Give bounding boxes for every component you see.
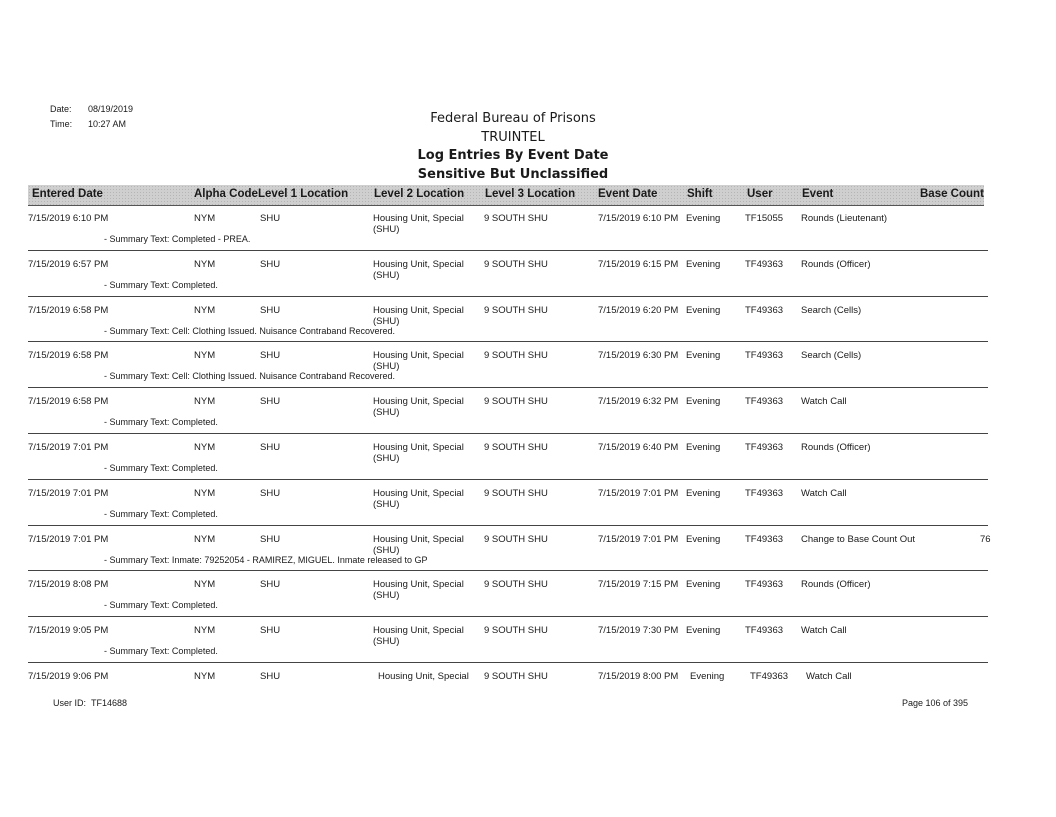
entered-date: 7/15/2019 6:58 PM — [28, 396, 109, 408]
user: TF49363 — [745, 258, 784, 270]
level1-location: SHU — [260, 213, 281, 224]
user: TF49363 — [745, 396, 784, 408]
user: TF49363 — [750, 670, 789, 682]
log-entry — [28, 663, 988, 691]
alpha-code: NYM — [194, 533, 216, 545]
level2-location: Housing Unit, Special (SHU) — [373, 579, 464, 602]
summary-text: - Summary Text: Inmate: 79252054 - RAMIREZ, MIGUEL. Inmate released to GP — [104, 554, 428, 565]
title-report-name: Log Entries By Event Date — [417, 148, 609, 163]
level3-location: 9 SOUTH SHU — [484, 304, 548, 316]
level1-location: SHU — [260, 579, 281, 591]
shift: Evening — [686, 258, 721, 270]
event: Watch Call — [801, 487, 847, 499]
event-date: 7/15/2019 6:32 PM — [598, 396, 679, 408]
event: Rounds (Officer) — [801, 579, 871, 591]
shift: Evening — [686, 396, 721, 408]
col-user: User — [747, 188, 773, 200]
entered-date: 7/15/2019 9:05 PM — [28, 625, 109, 637]
log-entry — [28, 617, 988, 663]
shift: Evening — [686, 625, 721, 637]
event-date: 7/15/2019 7:01 PM — [598, 487, 679, 499]
log-entry — [28, 434, 988, 480]
log-entry — [28, 571, 988, 617]
level2-location: Housing Unit, Special (SHU) — [373, 258, 464, 281]
user: TF49363 — [745, 533, 784, 545]
user: TF49363 — [745, 625, 784, 637]
event-date: 7/15/2019 8:00 PM — [598, 670, 679, 682]
alpha-code: NYM — [194, 670, 216, 682]
entered-date: 7/15/2019 9:06 PM — [28, 670, 109, 682]
col-event: Event — [802, 188, 834, 200]
summary-text: - Summary Text: Completed. — [104, 417, 218, 428]
level1-location: SHU — [260, 487, 281, 499]
level3-location: 9 SOUTH SHU — [484, 441, 548, 453]
event-date: 7/15/2019 7:15 PM — [598, 579, 679, 591]
column-header-bar — [28, 185, 984, 206]
summary-text: - Summary Text: Completed. — [104, 279, 218, 290]
time-label: Time: — [50, 119, 73, 129]
event: Watch Call — [801, 625, 847, 637]
event-date: 7/15/2019 6:30 PM — [598, 350, 679, 362]
summary-text: - Summary Text: Completed. — [104, 646, 218, 657]
col-alpha-code: Alpha Code — [194, 188, 258, 200]
summary-text: - Summary Text: Completed. — [104, 600, 218, 611]
shift: Evening — [686, 579, 721, 591]
level2-location: Housing Unit, Special (SHU) — [373, 350, 464, 373]
date-label: Date: — [50, 104, 72, 114]
level2-location: Housing Unit, Special (SHU) — [373, 533, 464, 556]
level3-location: 9 SOUTH SHU — [484, 350, 548, 362]
report-title — [0, 110, 1026, 184]
entered-date: 7/15/2019 6:58 PM — [28, 304, 109, 316]
log-entry — [28, 297, 988, 343]
user: TF49363 — [745, 579, 784, 591]
event-date: 7/15/2019 7:01 PM — [598, 533, 679, 545]
title-classification: Sensitive But Unclassified — [417, 166, 609, 182]
event: Watch Call — [801, 396, 847, 408]
page-number: Page 106 of 395 — [901, 698, 968, 708]
col-entered-date: Entered Date — [32, 188, 103, 200]
level3-location: 9 SOUTH SHU — [484, 625, 548, 637]
base-count: 76 — [980, 533, 991, 545]
event-date: 7/15/2019 6:15 PM — [598, 258, 679, 270]
col-level2-location: Level 2 Location — [374, 188, 465, 200]
log-entries — [28, 205, 991, 691]
event: Rounds (Officer) — [801, 441, 871, 453]
shift: Evening — [686, 533, 721, 545]
level3-location: 9 SOUTH SHU — [484, 396, 548, 408]
alpha-code: NYM — [194, 441, 216, 453]
alpha-code: NYM — [194, 213, 216, 224]
col-level1-location: Level 1 Location — [258, 188, 349, 200]
user-id-label: User ID: — [53, 698, 87, 708]
log-entry — [28, 480, 988, 526]
title-system: TRUINTEL — [481, 129, 545, 145]
col-event-date: Event Date — [598, 188, 658, 200]
shift: Evening — [686, 213, 721, 224]
level3-location: 9 SOUTH SHU — [484, 670, 548, 682]
event: Rounds (Lieutenant) — [801, 213, 888, 224]
shift: Evening — [690, 670, 725, 682]
col-base-count: Base Count — [920, 188, 984, 200]
level1-location: SHU — [260, 670, 281, 682]
title-agency: Federal Bureau of Prisons — [430, 111, 596, 126]
time-value: 10:27 AM — [88, 119, 127, 129]
user: TF49363 — [745, 441, 784, 453]
level3-location: 9 SOUTH SHU — [484, 533, 548, 545]
entered-date: 7/15/2019 6:58 PM — [28, 350, 109, 362]
level3-location: 9 SOUTH SHU — [484, 258, 548, 270]
alpha-code: NYM — [194, 487, 216, 499]
summary-text: - Summary Text: Cell: Clothing Issued. Nuisance Contraband Recovered. — [104, 325, 395, 336]
shift: Evening — [686, 304, 721, 316]
user: TF49363 — [745, 487, 784, 499]
event: Change to Base Count Out — [801, 533, 916, 545]
user: TF49363 — [745, 350, 784, 362]
user: TF49363 — [745, 304, 784, 316]
summary-text: - Summary Text: Completed - PREA. — [104, 234, 251, 244]
log-entry — [28, 251, 988, 297]
log-entry — [28, 388, 988, 434]
level1-location: SHU — [260, 350, 281, 362]
level2-location: Housing Unit, Special (SHU) — [373, 487, 464, 510]
col-shift: Shift — [687, 188, 713, 200]
alpha-code: NYM — [194, 350, 216, 362]
entered-date: 7/15/2019 8:08 PM — [28, 579, 109, 591]
alpha-code: NYM — [194, 625, 216, 637]
alpha-code: NYM — [194, 258, 216, 270]
entered-date: 7/15/2019 7:01 PM — [28, 533, 109, 545]
summary-text: - Summary Text: Cell: Clothing Issued. Nuisance Contraband Recovered. — [104, 371, 395, 382]
event-date: 7/15/2019 6:20 PM — [598, 304, 679, 316]
log-entry — [28, 526, 991, 572]
event: Rounds (Officer) — [801, 258, 871, 270]
level2-location: Housing Unit, Special (SHU) — [373, 625, 464, 648]
level3-location: 9 SOUTH SHU — [484, 487, 548, 499]
shift: Evening — [686, 487, 721, 499]
event-date: 7/15/2019 6:10 PM — [598, 213, 679, 224]
col-level3-location: Level 3 Location — [485, 188, 576, 200]
level1-location: SHU — [260, 304, 281, 316]
event: Search (Cells) — [801, 350, 862, 362]
footer-user-id — [53, 698, 127, 708]
user-id-value: TF14688 — [91, 698, 128, 708]
level1-location: SHU — [260, 625, 281, 637]
level1-location: SHU — [260, 396, 281, 408]
entered-date: 7/15/2019 6:10 PM — [28, 213, 109, 224]
entered-date: 7/15/2019 7:01 PM — [28, 487, 109, 499]
level2-location: Housing Unit, Special (SHU) — [373, 441, 464, 464]
alpha-code: NYM — [194, 579, 216, 591]
log-entry — [28, 205, 988, 251]
level2-location: Housing Unit, Special — [378, 670, 469, 682]
entered-date: 7/15/2019 6:57 PM — [28, 258, 109, 270]
alpha-code: NYM — [194, 304, 216, 316]
event: Search (Cells) — [801, 304, 862, 316]
level1-location: SHU — [260, 258, 281, 270]
summary-text: - Summary Text: Completed. — [104, 508, 218, 519]
level2-location: Housing Unit, Special (SHU) — [373, 213, 464, 235]
summary-text: - Summary Text: Completed. — [104, 462, 218, 473]
alpha-code: NYM — [194, 396, 216, 408]
user: TF15055 — [745, 213, 784, 224]
date-value: 08/19/2019 — [88, 104, 134, 114]
event: Watch Call — [806, 670, 852, 682]
event-date: 7/15/2019 7:30 PM — [598, 625, 679, 637]
entered-date: 7/15/2019 7:01 PM — [28, 441, 109, 453]
level2-location: Housing Unit, Special (SHU) — [373, 304, 464, 327]
shift: Evening — [686, 441, 721, 453]
log-entry — [28, 342, 988, 388]
level3-location: 9 SOUTH SHU — [484, 579, 548, 591]
level1-location: SHU — [260, 533, 281, 545]
level3-location: 9 SOUTH SHU — [484, 213, 548, 224]
event-date: 7/15/2019 6:40 PM — [598, 441, 679, 453]
level1-location: SHU — [260, 441, 281, 453]
level2-location: Housing Unit, Special (SHU) — [373, 396, 464, 419]
shift: Evening — [686, 350, 721, 362]
